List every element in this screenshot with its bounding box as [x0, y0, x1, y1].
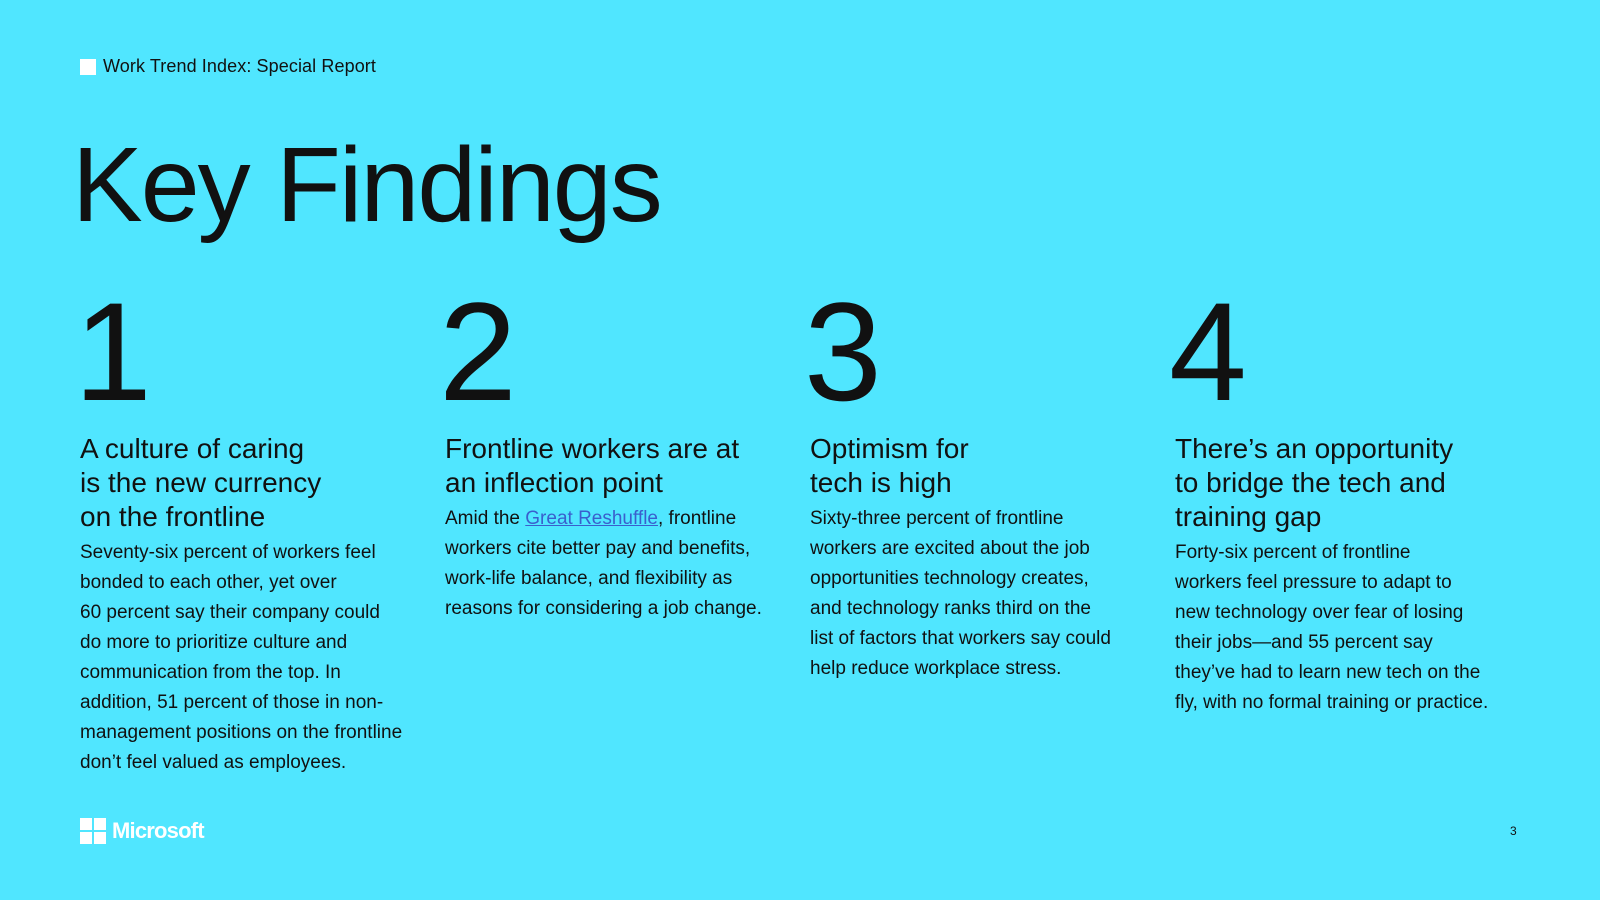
page-number: 3 [1510, 824, 1517, 838]
finding-heading: Optimism for tech is high [810, 433, 969, 498]
finding-body: Sixty-three percent of frontline workers are excited about the job opportunities technology creates, and technology ranks third on the list of factors that workers say could help reduce workplace stress. [810, 508, 1111, 679]
finding-number: 2 [439, 273, 517, 430]
finding-body-text: Amid the [445, 508, 526, 529]
key-findings [74, 273, 1540, 782]
finding-number: 4 [1169, 273, 1247, 430]
report-header [80, 56, 376, 77]
finding-body: Seventy-six percent of workers feel bonded to each other, yet over 60 percent say their company could do more to prioritize culture and communication from the top. In addition, 51 percent of those in non- management positions on the frontline don’t feel valued as employees. [80, 542, 403, 773]
report-title: Work Trend Index: Special Report [103, 56, 376, 76]
microsoft-logo [80, 818, 204, 844]
finding-4 [1169, 273, 1520, 718]
finding-heading: A culture of caring is the new currency on the frontline [80, 433, 322, 532]
finding-body-text: , frontline workers cite better pay and benefits, work-life balance, and flexibility as reasons for considering a job change. [445, 508, 762, 619]
page-title: Key Findings [72, 126, 661, 244]
finding-body: Forty-six percent of frontline workers feel pressure to adapt to new technology over fear of losing their jobs—and 55 percent say they’ve had to learn new tech on the fly, with no formal training or practice. [1175, 542, 1489, 713]
finding-number: 1 [74, 273, 152, 430]
finding-number: 3 [804, 273, 882, 430]
finding-heading: There’s an opportunity to bridge the tech and training gap [1175, 433, 1454, 532]
finding-3 [804, 273, 1155, 684]
microsoft-logo-icon [80, 818, 106, 844]
finding-heading: Frontline workers are at an inflection point [445, 433, 740, 498]
finding-body [445, 504, 790, 624]
great-reshuffle-link[interactable]: Great Reshuffle [525, 508, 658, 529]
finding-1 [74, 273, 425, 778]
white-square-icon [80, 59, 96, 75]
microsoft-wordmark: Microsoft [112, 818, 204, 843]
finding-2 [439, 273, 790, 624]
